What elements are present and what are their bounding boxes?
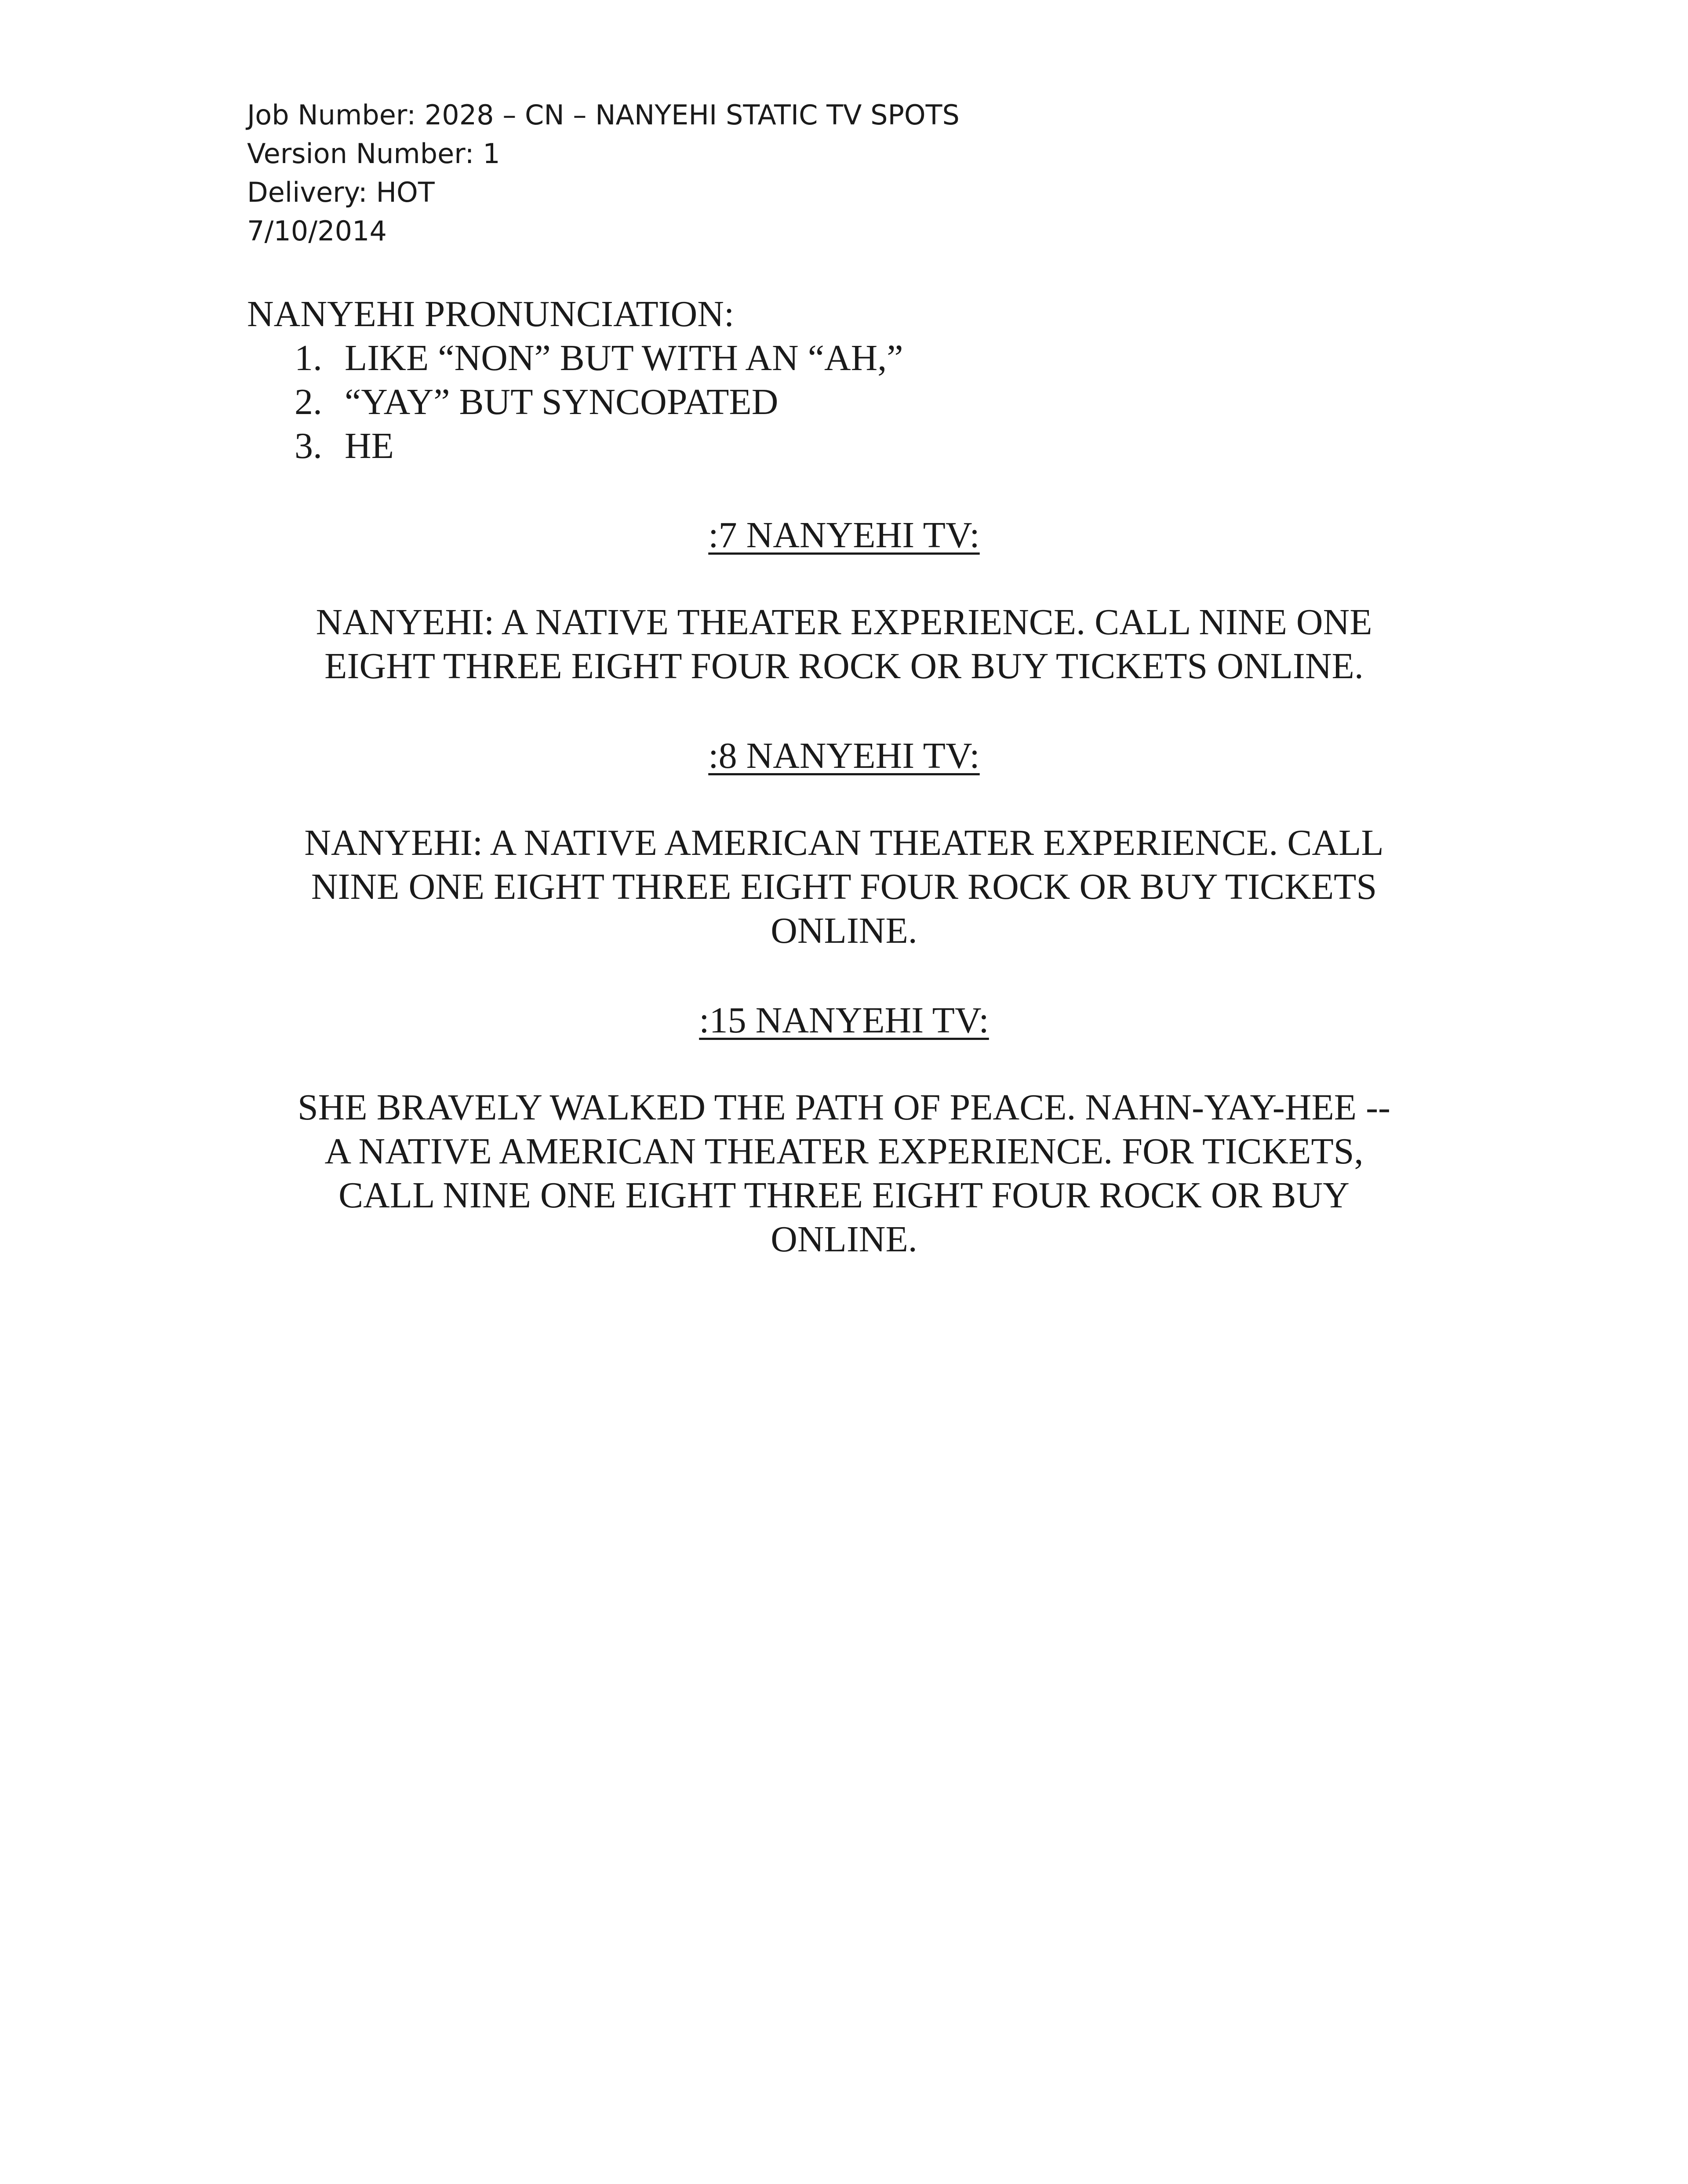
spot-8-heading [237,734,1451,778]
script-line: ONLINE. [771,910,917,951]
pronunciation-list [247,336,903,468]
list-item-text: “YAY” BUT SYNCOPATED [345,382,779,422]
spot-7-title: :7 NANYEHI TV: [708,515,980,556]
job-number: Job Number: 2028 – CN – NANYEHI STATIC TV SPOTS [247,99,960,131]
spot-8-script [264,821,1424,953]
list-item-number: 3. [295,425,322,466]
script-line: NINE ONE EIGHT THREE EIGHT FOUR ROCK OR BUY TICKETS [311,866,1377,907]
script-line: NANYEHI: A NATIVE AMERICAN THEATER EXPERIENCE. CALL [304,822,1384,863]
job-header [247,96,960,251]
spot-15-heading [237,999,1451,1043]
pronunciation-title: NANYEHI PRONUNCIATION: [247,294,735,334]
list-item-number: 1. [295,338,322,378]
spot-7-heading [237,513,1451,557]
spot-15-title: :15 NANYEHI TV: [699,1000,989,1041]
list-item [247,336,903,380]
script-line: NANYEHI: A NATIVE THEATER EXPERIENCE. CALL NINE ONE [316,602,1372,643]
script-line: ONLINE. [771,1219,917,1260]
list-item-text: LIKE “NON” BUT WITH AN “AH,” [345,338,903,378]
list-item-text: HE [345,425,394,466]
script-line: EIGHT THREE EIGHT FOUR ROCK OR BUY TICKETS ONLINE. [324,646,1364,687]
spot-7-script [264,600,1424,688]
script-line: SHE BRAVELY WALKED THE PATH OF PEACE. NAHN-YAY-HEE -- [297,1087,1391,1128]
spot-15-script [246,1086,1442,1261]
version-number: Version Number: 1 [247,138,500,170]
list-item-number: 2. [295,382,322,422]
date: 7/10/2014 [247,215,387,247]
script-line: CALL NINE ONE EIGHT THREE EIGHT FOUR ROCK OR BUY [338,1175,1350,1216]
script-line: A NATIVE AMERICAN THEATER EXPERIENCE. FOR TICKETS, [324,1131,1364,1172]
list-item [247,380,903,424]
list-item [247,424,903,468]
spot-8-title: :8 NANYEHI TV: [708,735,980,776]
pronunciation-section [247,292,903,468]
delivery: Delivery: HOT [247,176,435,208]
